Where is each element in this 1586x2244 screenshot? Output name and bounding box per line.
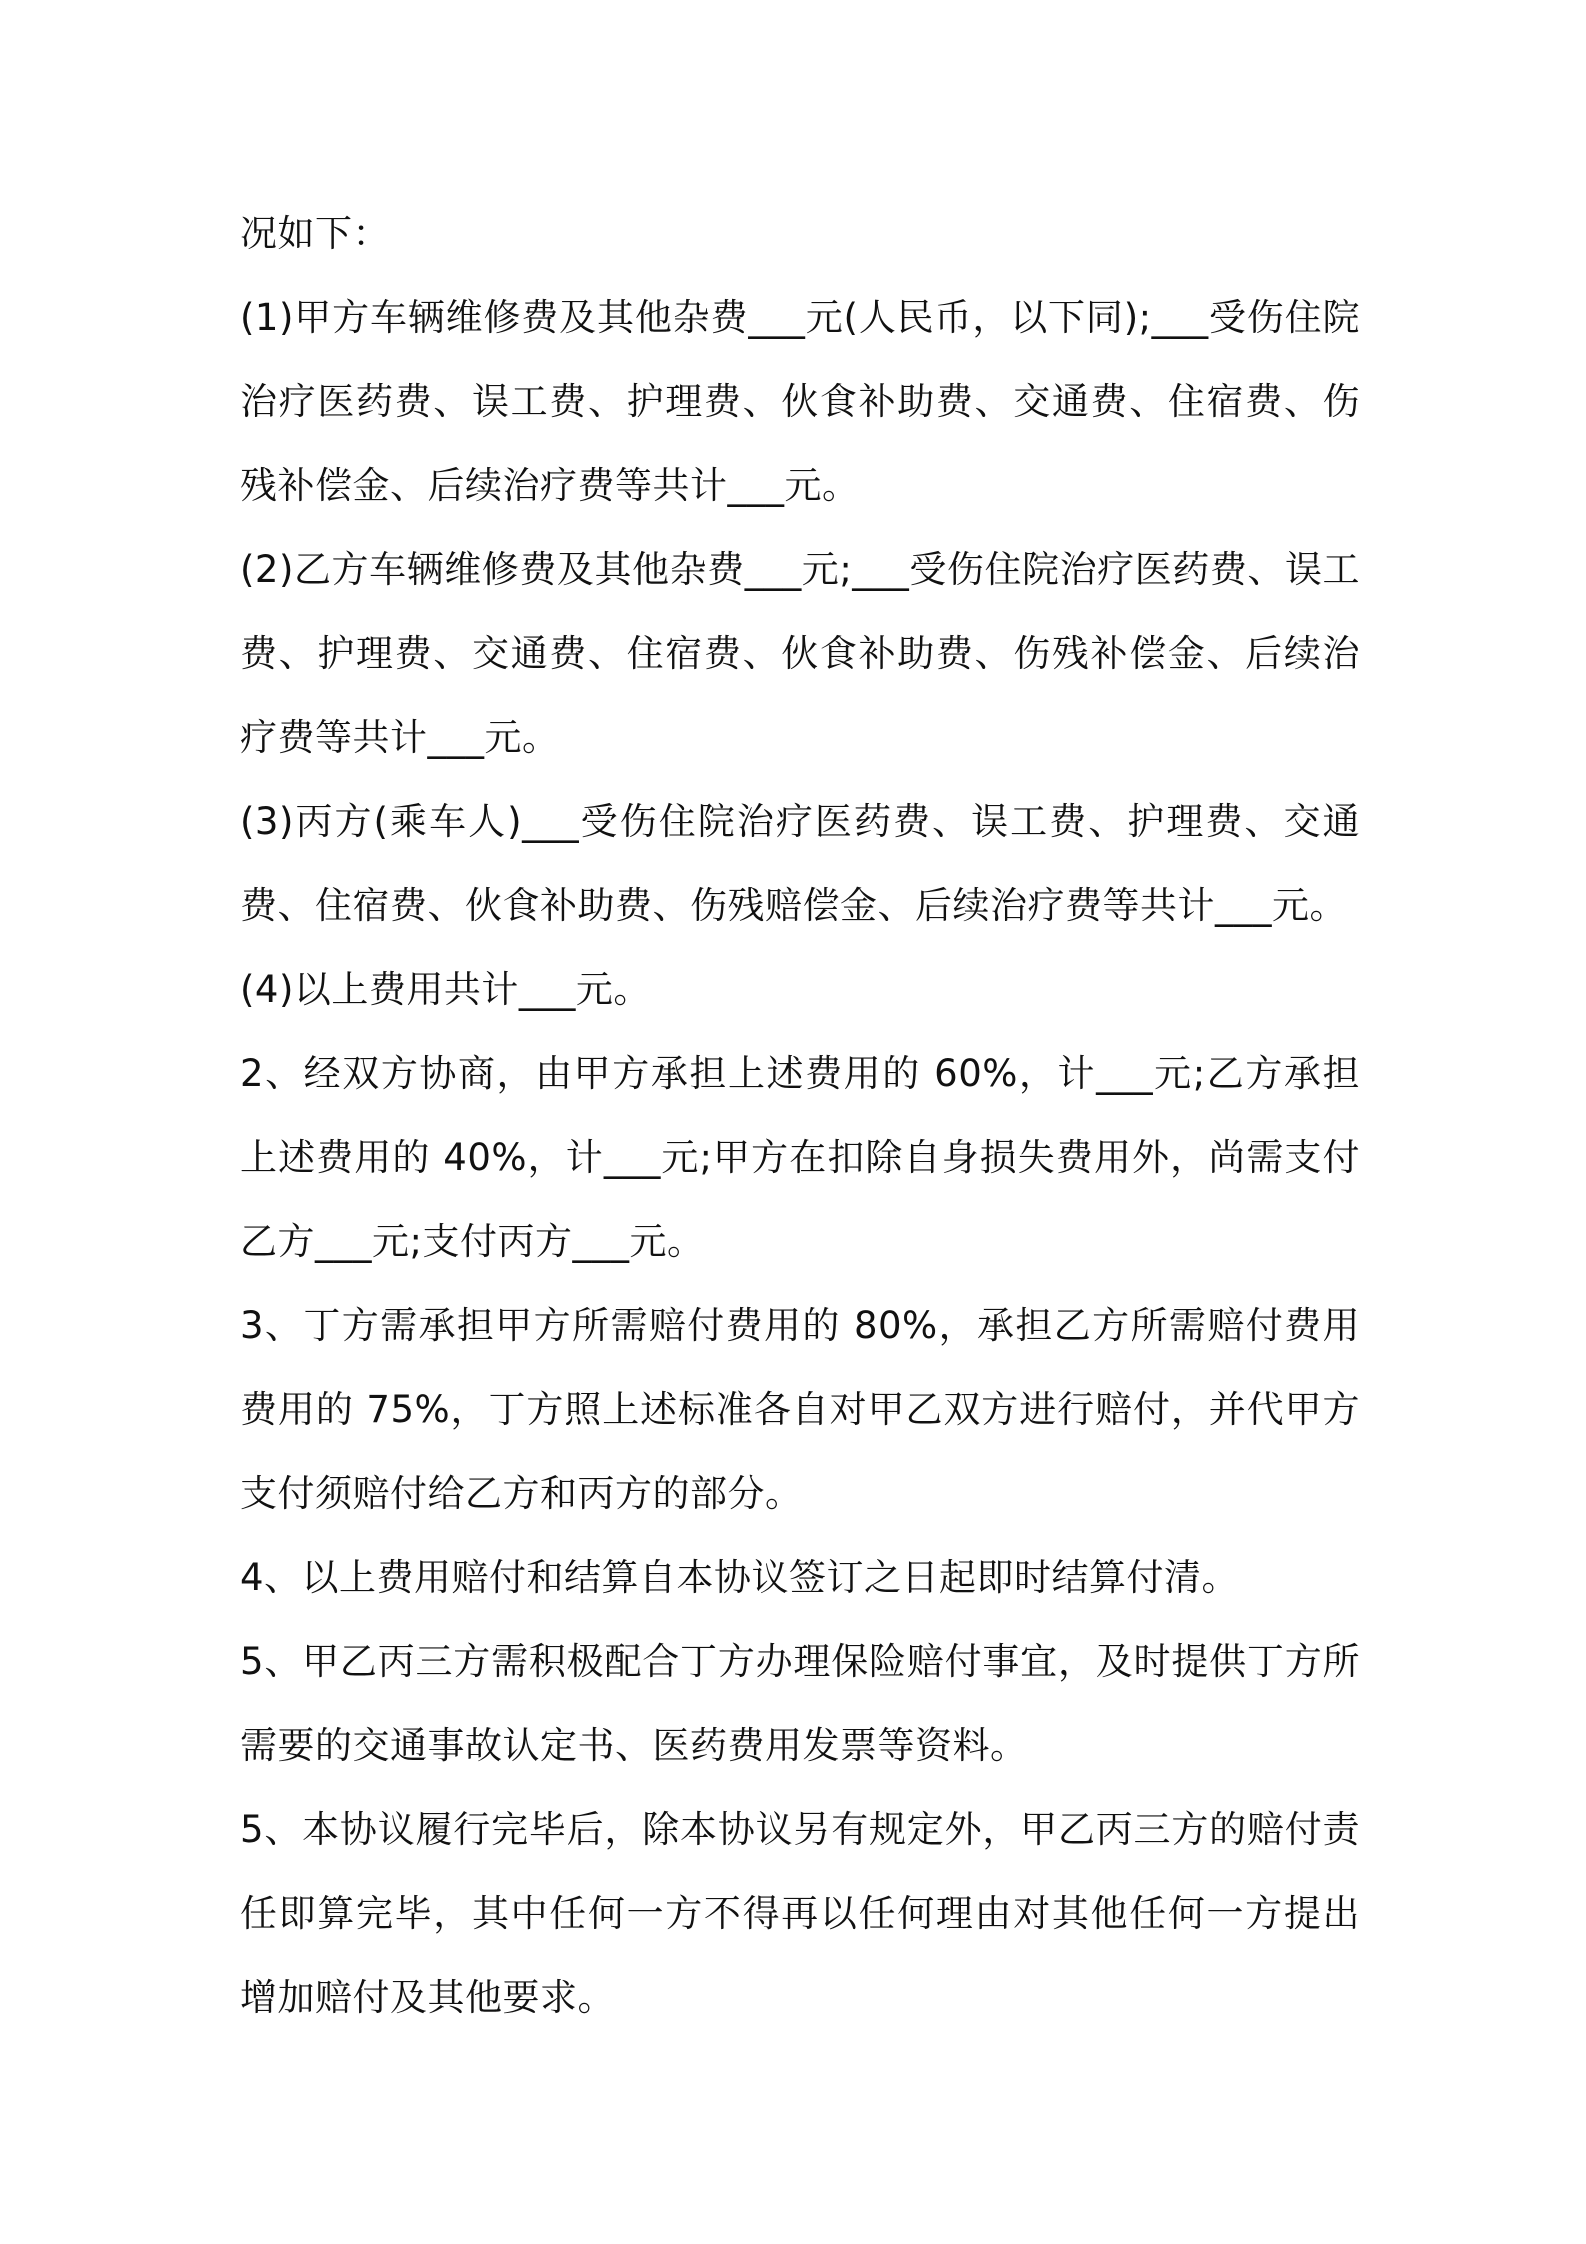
article-5-cooperation: 5、甲乙丙三方需积极配合丁方办理保险赔付事宜，及时提供丁方所需要的交通事故认定书、医药费用发票等资料。 (240, 1640, 1360, 1767)
article-3-party-d-obligation: 3、丁方需承担甲方所需赔付费用的 80%，承担乙方所需赔付费用费用的 75%，丁方照上述标准各自对甲乙双方进行赔付，并代甲方支付须赔付给乙方和丙方的部分。 (240, 1304, 1360, 1515)
clause-2-party-b-costs: (2)乙方车辆维修费及其他杂费___元;___受伤住院治疗医药费、误工费、护理费、交通费、住宿费、伙食补助费、伤残补偿金、后续治疗费等共计___元。 (240, 548, 1360, 759)
clause-1-party-a-costs: (1)甲方车辆维修费及其他杂费___元(人民币，以下同);___受伤住院治疗医药费、误工费、护理费、伙食补助费、交通费、住宿费、伤残补偿金、后续治疗费等共计___元。 (240, 296, 1360, 507)
clause-3-party-c-costs: (3)丙方(乘车人)___受伤住院治疗医药费、误工费、护理费、交通费、住宿费、伙食补助费、伤残赔偿金、后续治疗费等共计___元。 (240, 800, 1360, 927)
article-2-cost-sharing: 2、经双方协商，由甲方承担上述费用的 60%，计___元;乙方承担上述费用的 40%，计___元;甲方在扣除自身损失费用外，尚需支付乙方___元;支付丙方___元。 (240, 1052, 1360, 1263)
document-body (240, 192, 1360, 2040)
article-5-completion: 5、本协议履行完毕后，除本协议另有规定外，甲乙丙三方的赔付责任即算完毕，其中任何一方不得再以任何理由对其他任何一方提出增加赔付及其他要求。 (240, 1808, 1360, 2019)
intro-line: 况如下： (240, 212, 390, 255)
article-4-settlement: 4、以上费用赔付和结算自本协议签订之日起即时结算付清。 (240, 1556, 1240, 1599)
clause-4-total-costs: (4)以上费用共计___元。 (240, 968, 651, 1011)
